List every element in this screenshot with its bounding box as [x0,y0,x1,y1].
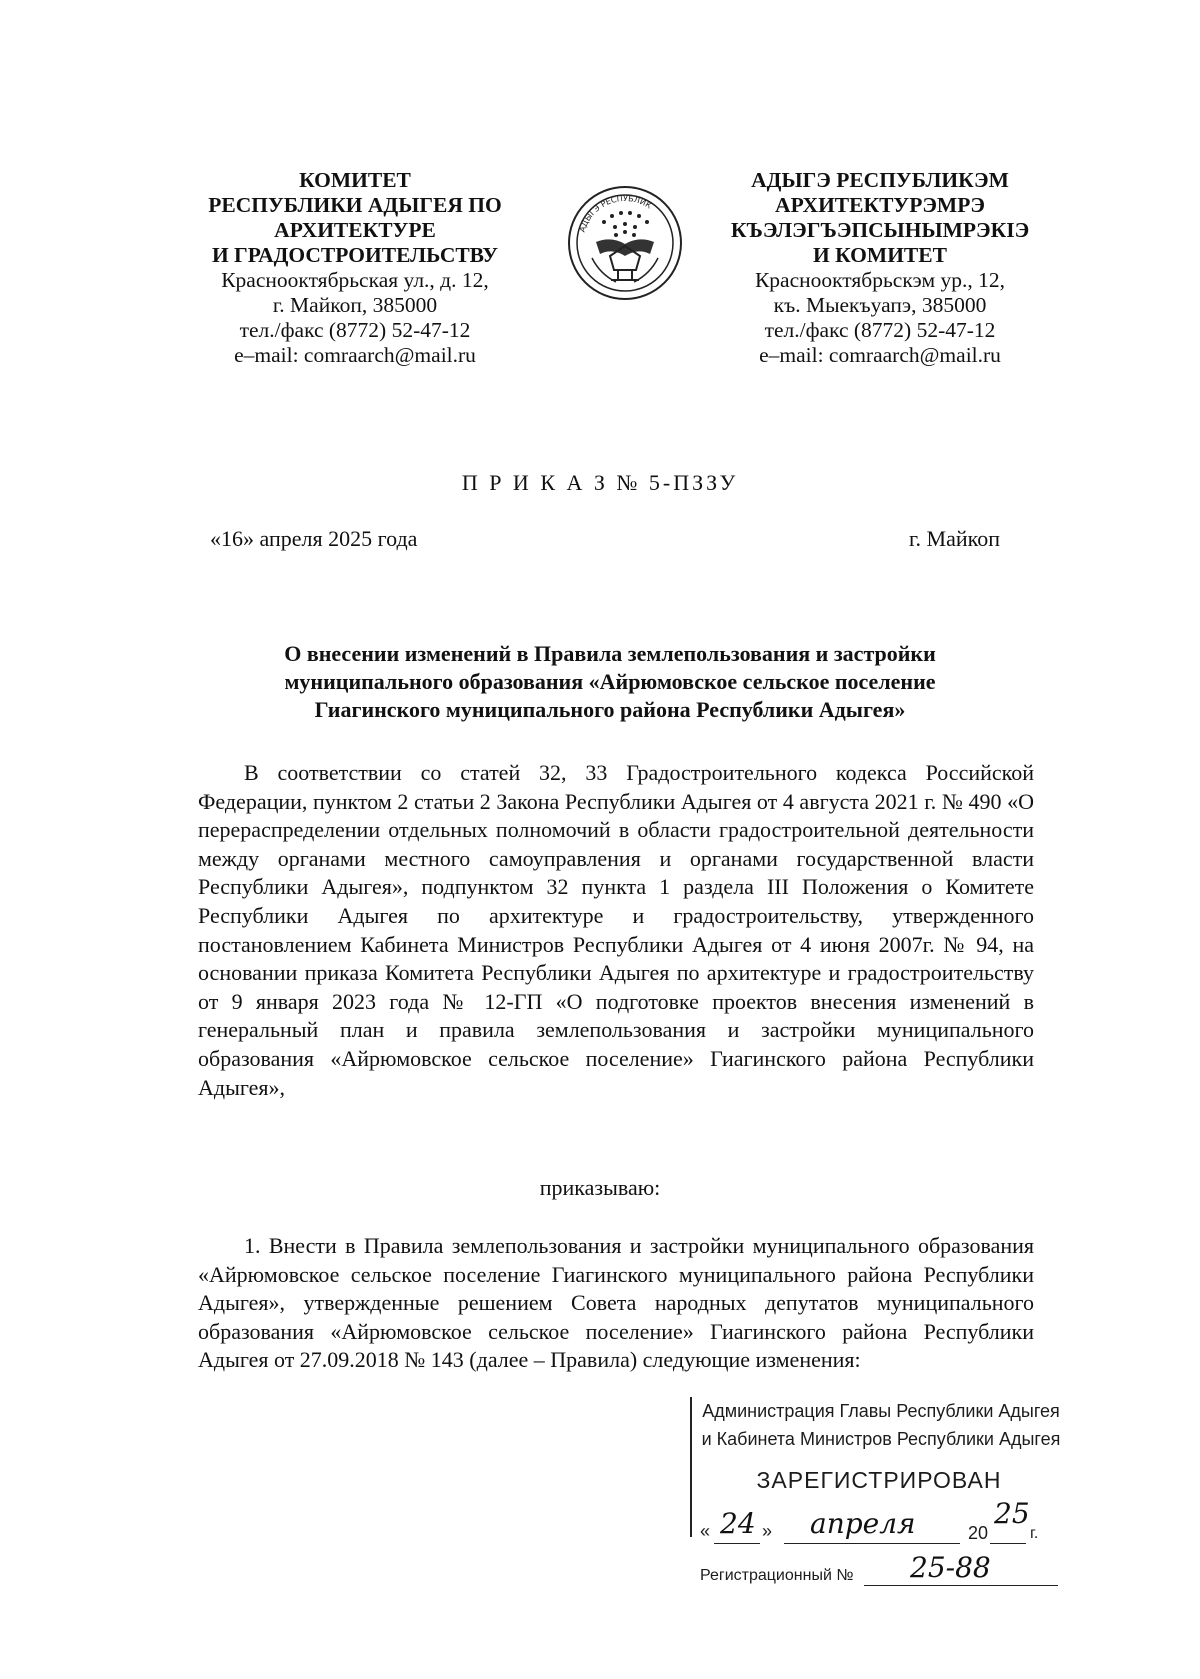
subject-line: О внесении изменений в Правила землепользования и застройки [284,641,936,666]
stamp-number-row [700,1551,1060,1593]
subject-line: Гиагинского муниципального района Республики Адыгея» [314,697,906,722]
order-city: г. Майкоп [909,526,1000,551]
emblem-text: АДЫГЭ РЕСПУБЛИК [577,193,654,234]
day-underline [714,1543,760,1544]
order-verb: приказываю: [539,1175,661,1200]
committee-name-line: И КОМИТЕТ [813,243,947,267]
phone-line: тел./факс (8772) 52-47-12 [764,318,996,342]
stamp-authority-line: и Кабинета Министров Республики Адыгея [701,1429,1061,1449]
address-line: къ. Мыекъуапэ, 385000 [773,293,987,317]
committee-name-line: АРХИТЕКТУРЕ [274,218,436,242]
stamp-date-row [700,1497,1060,1551]
stamp-year-unit: г. [1030,1525,1039,1542]
email-line: e–mail: comraarch@mail.ru [234,343,476,367]
address-line: Краснооктябрьскэм ур., 12, [754,268,1006,292]
open-quote: « [700,1521,711,1541]
email-line: e–mail: comraarch@mail.ru [759,343,1001,367]
committee-name-line: И ГРАДОСТРОИТЕЛЬСТВУ [211,243,499,267]
stamp-status: ЗАРЕГИСТРИРОВАН [756,1467,1002,1493]
year-underline [990,1543,1026,1544]
stamp-month: апреля [810,1507,916,1540]
header-right-block [690,168,1070,368]
month-underline [784,1543,960,1544]
republic-emblem-seal [566,184,684,302]
preamble-paragraph: В соответствии со статей 32, 33 Градостроительного кодекса Российской Федерации, пунктом 2 статьи 2 Закона Республики Адыгея от 4 августа 2021 г. № 490 «О перераспределении отдельных полномочий в области градостроительной деятельности между органами местного самоуправления и органами государственной власти Республики Адыгея», подпунктом 32 пункта 1 раздела III Положения о Комитете Республики Адыгея по архитектуре и градостроительству, утвержденного постановлением Кабинета Министров Республики Адыгея от 4 июня 2007г. № 94, на основании приказа Комитета Республики Адыгея по архитектуре и градостроительству от 9 января 2023 года № 12-ГП «О подготовке проектов внесения изменений в генеральный план и правила землепользования и застройки муниципального образования «Айрюмовское сельское поселение» Гиагинского района Республики Адыгея», [198,760,1034,1100]
phone-line: тел./факс (8772) 52-47-12 [239,318,471,342]
order-item-paragraph: 1. Внести в Правила землепользования и застройки муниципального образования «Айрюмовское сельское поселение Гиагинского муниципального района Республики Адыгея», утвержденные решением Совета народных депутатов муниципального образования «Айрюмовское сельское поселение» Гиагинского района Республики Адыгея от 27.09.2018 № 143 (далее – Правила) следующие изменения: [198,1233,1034,1373]
order-title: П Р И К А З № 5-ПЗЗУ [461,470,739,495]
number-underline [864,1585,1058,1586]
close-quote: » [762,1521,773,1541]
committee-name-line: АДЫГЭ РЕСПУБЛИКЭМ [751,168,1009,192]
address-line: Краснооктябрьская ул., д. 12, [221,268,489,292]
order-date: «16» апреля 2025 года [210,526,418,551]
committee-name-line: АРХИТЕКТУРЭМРЭ [775,193,985,217]
stamp-number-label: Регистрационный № [700,1567,854,1584]
committee-name-line: РЕСПУБЛИКИ АДЫГЕЯ ПО [208,193,502,217]
committee-name-line: КЪЭЛЭГЪЭПСЫНЫМРЭКIЭ [730,218,1030,242]
header-left-block [165,168,545,368]
registration-stamp [690,1397,1066,1584]
committee-name-line: КОМИТЕТ [299,168,411,192]
stamp-number: 25-88 [910,1551,991,1584]
stamp-day: 24 [720,1507,756,1540]
order-subject [200,640,1020,724]
stamp-year-prefix: 20 [968,1523,989,1543]
stamp-authority-line: Администрация Главы Республики Адыгея [702,1401,1060,1421]
stamp-year-suffix: 25 [994,1497,1030,1530]
subject-line: муниципального образования «Айрюмовское сельское поселение [284,669,936,694]
address-line: г. Майкоп, 385000 [272,293,438,317]
